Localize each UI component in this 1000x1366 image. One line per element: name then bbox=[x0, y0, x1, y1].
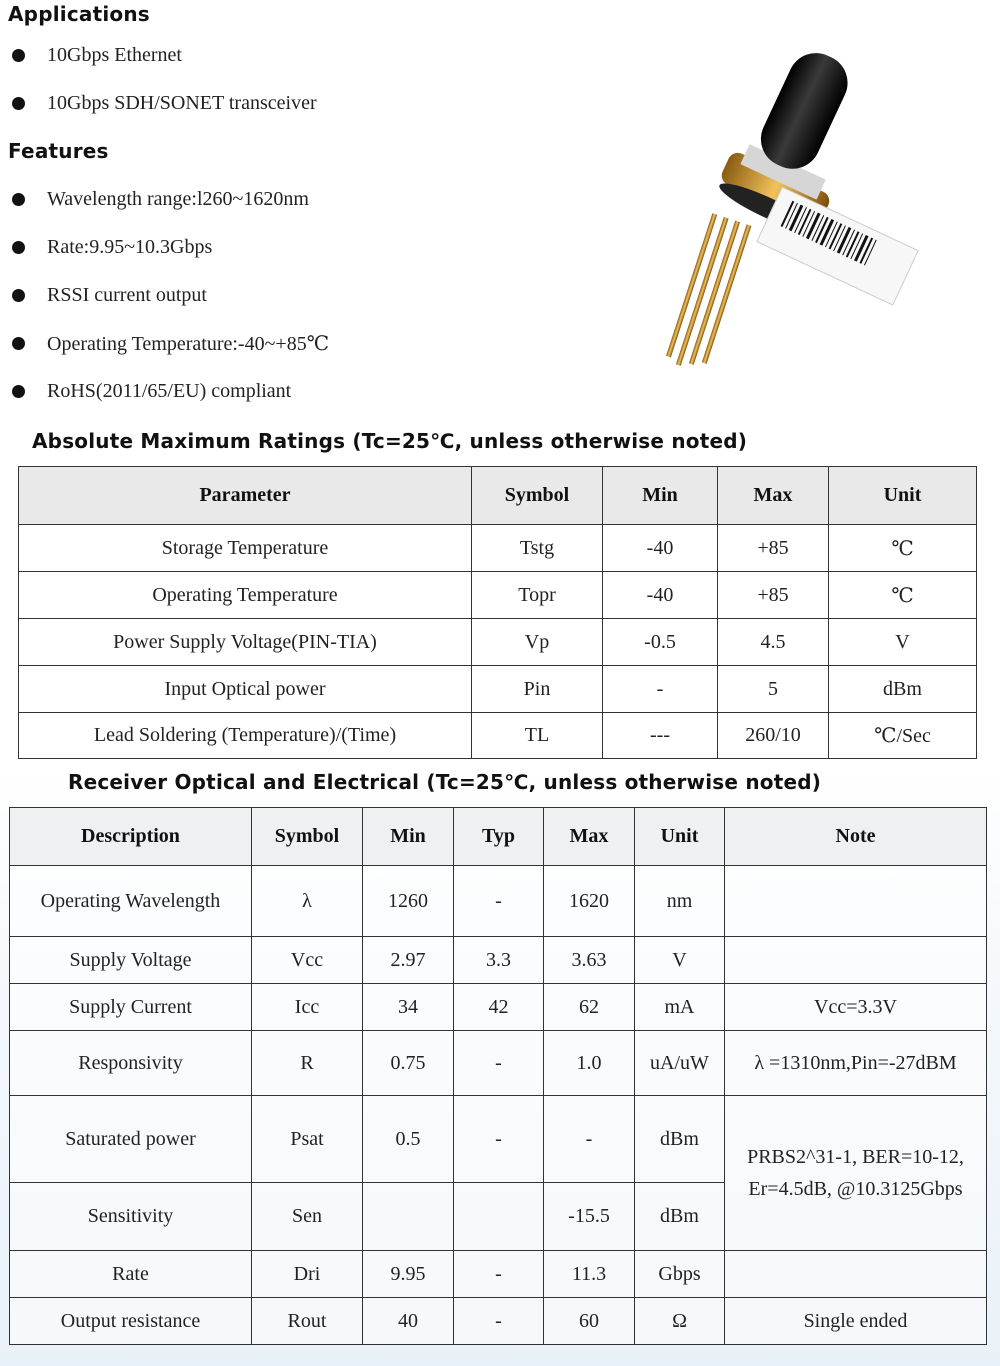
table-cell: - bbox=[603, 666, 718, 713]
table-row bbox=[19, 666, 977, 713]
table-cell: -40 bbox=[603, 572, 718, 619]
table-cell: ℃ bbox=[829, 525, 977, 572]
table-cell: 2.97 bbox=[363, 937, 454, 984]
table-cell: Lead Soldering (Temperature)/(Time) bbox=[19, 713, 472, 759]
table-cell: 34 bbox=[363, 984, 454, 1031]
table-cell: Operating Wavelength bbox=[10, 866, 252, 937]
table-row bbox=[10, 984, 987, 1031]
table-cell: ℃/Sec bbox=[829, 713, 977, 759]
list-item-text: Wavelength range:l260~1620nm bbox=[47, 187, 309, 210]
table-cell: V bbox=[829, 619, 977, 666]
bullet-icon bbox=[12, 241, 25, 254]
table-row bbox=[10, 937, 987, 984]
table-cell: Supply Current bbox=[10, 984, 252, 1031]
applications-heading: Applications bbox=[8, 2, 150, 26]
table-cell: R bbox=[252, 1031, 363, 1096]
column-header: Unit bbox=[635, 808, 725, 866]
receiver-table bbox=[9, 807, 987, 1345]
table-cell: 42 bbox=[454, 984, 544, 1031]
table-row bbox=[19, 619, 977, 666]
table-row bbox=[10, 1298, 987, 1345]
list-item-text: Operating Temperature:-40~+85℃ bbox=[47, 332, 330, 355]
table-cell: Responsivity bbox=[10, 1031, 252, 1096]
list-item bbox=[12, 232, 212, 262]
table-cell: Vp bbox=[472, 619, 603, 666]
column-header: Min bbox=[603, 467, 718, 525]
receiver-heading: Receiver Optical and Electrical (Tc=25℃, unless otherwise noted) bbox=[68, 770, 822, 794]
list-item-text: RSSI current output bbox=[47, 283, 207, 306]
list-item-text: Rate:9.95~10.3Gbps bbox=[47, 235, 213, 258]
table-cell: 5 bbox=[718, 666, 829, 713]
column-header: Description bbox=[10, 808, 252, 866]
list-item bbox=[12, 40, 182, 70]
table-cell bbox=[363, 1183, 454, 1251]
table-cell: mA bbox=[635, 984, 725, 1031]
table-cell-note-merged: PRBS2^31-1, BER=10-12, Er=4.5dB, @10.3125Gbps bbox=[725, 1096, 987, 1251]
ratings-heading: Absolute Maximum Ratings (Tc=25℃, unless otherwise noted) bbox=[32, 429, 748, 453]
table-cell: 9.95 bbox=[363, 1251, 454, 1298]
table-row bbox=[10, 1031, 987, 1096]
table-cell: dBm bbox=[829, 666, 977, 713]
table-cell: Sensitivity bbox=[10, 1183, 252, 1251]
table-cell: Pin bbox=[472, 666, 603, 713]
table-cell: -40 bbox=[603, 525, 718, 572]
table-header-row bbox=[19, 467, 977, 525]
table-cell: Single ended bbox=[725, 1298, 987, 1345]
table-row bbox=[10, 866, 987, 937]
column-header: Typ bbox=[454, 808, 544, 866]
table-cell: +85 bbox=[718, 525, 829, 572]
bullet-icon bbox=[12, 289, 25, 302]
column-header: Min bbox=[363, 808, 454, 866]
list-item bbox=[12, 376, 291, 406]
features-heading: Features bbox=[8, 139, 109, 163]
table-row bbox=[10, 1251, 987, 1298]
table-row bbox=[19, 525, 977, 572]
table-cell: nm bbox=[635, 866, 725, 937]
table-cell bbox=[725, 866, 987, 937]
column-header: Note bbox=[725, 808, 987, 866]
column-header: Symbol bbox=[252, 808, 363, 866]
table-cell: Ω bbox=[635, 1298, 725, 1345]
list-item bbox=[12, 328, 329, 358]
table-cell: 1620 bbox=[544, 866, 635, 937]
table-cell: ℃ bbox=[829, 572, 977, 619]
table-cell: λ bbox=[252, 866, 363, 937]
table-row bbox=[19, 713, 977, 759]
column-header: Parameter bbox=[19, 467, 472, 525]
ratings-table bbox=[18, 466, 977, 759]
table-cell: TL bbox=[472, 713, 603, 759]
table-cell: 62 bbox=[544, 984, 635, 1031]
table-cell: λ =1310nm,Pin=-27dBM bbox=[725, 1031, 987, 1096]
table-cell: 40 bbox=[363, 1298, 454, 1345]
table-cell: Dri bbox=[252, 1251, 363, 1298]
table-cell: 0.75 bbox=[363, 1031, 454, 1096]
column-header: Unit bbox=[829, 467, 977, 525]
table-cell: Vcc=3.3V bbox=[725, 984, 987, 1031]
table-cell: 3.63 bbox=[544, 937, 635, 984]
table-cell: - bbox=[544, 1096, 635, 1183]
table-cell: dBm bbox=[635, 1183, 725, 1251]
list-item bbox=[12, 280, 207, 310]
bullet-icon bbox=[12, 385, 25, 398]
table-cell: -0.5 bbox=[603, 619, 718, 666]
table-row bbox=[10, 1096, 987, 1183]
table-cell: V bbox=[635, 937, 725, 984]
column-header: Max bbox=[718, 467, 829, 525]
table-cell bbox=[725, 1251, 987, 1298]
table-cell: 0.5 bbox=[363, 1096, 454, 1183]
table-cell: Sen bbox=[252, 1183, 363, 1251]
table-cell: 60 bbox=[544, 1298, 635, 1345]
table-cell: Operating Temperature bbox=[19, 572, 472, 619]
list-item-text: RoHS(2011/65/EU) compliant bbox=[47, 379, 292, 402]
table-cell: Power Supply Voltage(PIN-TIA) bbox=[19, 619, 472, 666]
table-cell: - bbox=[454, 1031, 544, 1096]
table-cell: 11.3 bbox=[544, 1251, 635, 1298]
table-cell: Input Optical power bbox=[19, 666, 472, 713]
table-cell: uA/uW bbox=[635, 1031, 725, 1096]
column-header: Symbol bbox=[472, 467, 603, 525]
table-cell: Rate bbox=[10, 1251, 252, 1298]
table-cell: Rout bbox=[252, 1298, 363, 1345]
table-cell: Topr bbox=[472, 572, 603, 619]
table-cell: Icc bbox=[252, 984, 363, 1031]
table-cell: 260/10 bbox=[718, 713, 829, 759]
table-cell: 3.3 bbox=[454, 937, 544, 984]
table-cell: 1260 bbox=[363, 866, 454, 937]
table-cell: -15.5 bbox=[544, 1183, 635, 1251]
table-header-row bbox=[10, 808, 987, 866]
bullet-icon bbox=[12, 337, 25, 350]
table-row bbox=[19, 572, 977, 619]
table-cell: - bbox=[454, 1298, 544, 1345]
table-cell: Supply Voltage bbox=[10, 937, 252, 984]
table-cell: 1.0 bbox=[544, 1031, 635, 1096]
table-cell: dBm bbox=[635, 1096, 725, 1183]
table-cell: - bbox=[454, 866, 544, 937]
table-cell: Gbps bbox=[635, 1251, 725, 1298]
table-cell: --- bbox=[603, 713, 718, 759]
list-item-text: 10Gbps Ethernet bbox=[47, 43, 182, 66]
list-item bbox=[12, 88, 317, 118]
product-photo bbox=[620, 40, 940, 380]
table-cell bbox=[725, 937, 987, 984]
bullet-icon bbox=[12, 49, 25, 62]
table-cell: Tstg bbox=[472, 525, 603, 572]
list-item bbox=[12, 184, 309, 214]
table-cell: - bbox=[454, 1096, 544, 1183]
column-header: Max bbox=[544, 808, 635, 866]
bullet-icon bbox=[12, 97, 25, 110]
table-cell: Output resistance bbox=[10, 1298, 252, 1345]
table-cell: Psat bbox=[252, 1096, 363, 1183]
table-cell: Saturated power bbox=[10, 1096, 252, 1183]
table-cell: Storage Temperature bbox=[19, 525, 472, 572]
table-cell: - bbox=[454, 1251, 544, 1298]
table-cell: Vcc bbox=[252, 937, 363, 984]
table-cell: 4.5 bbox=[718, 619, 829, 666]
bullet-icon bbox=[12, 193, 25, 206]
table-cell: +85 bbox=[718, 572, 829, 619]
table-cell bbox=[454, 1183, 544, 1251]
list-item-text: 10Gbps SDH/SONET transceiver bbox=[47, 91, 317, 114]
